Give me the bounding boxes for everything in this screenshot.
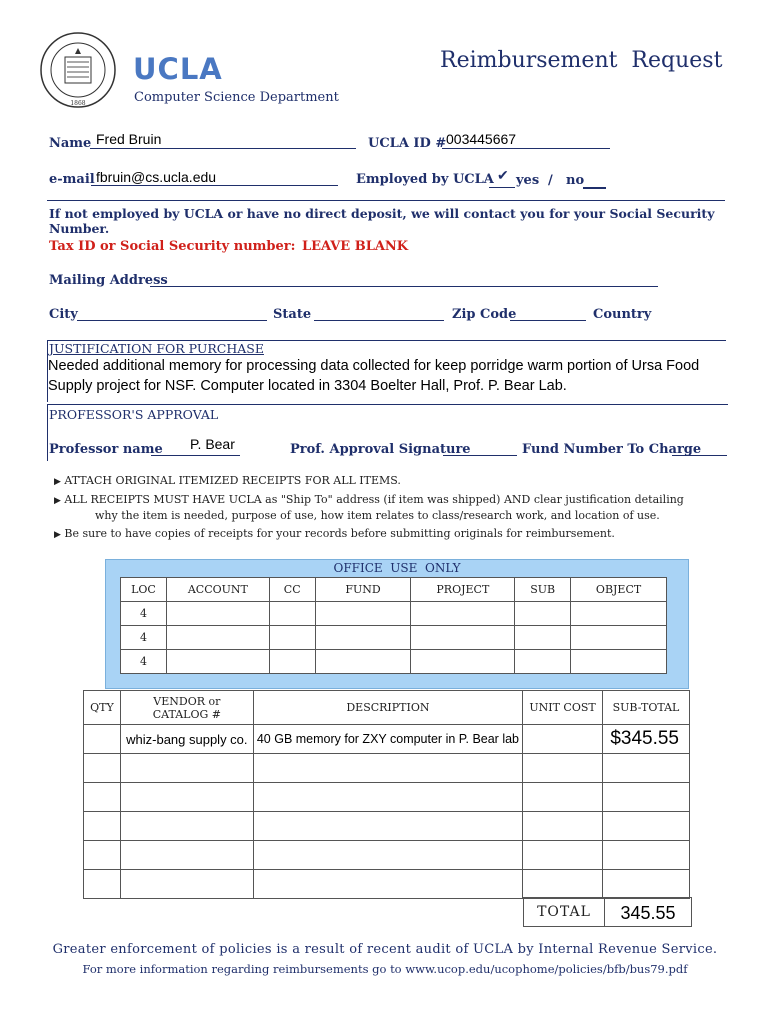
professor-name-field[interactable] (151, 455, 240, 456)
bullet-icon: ▶ (54, 530, 61, 540)
description-cell[interactable] (253, 812, 522, 841)
col-sub: SUB (515, 578, 571, 602)
unit-cost-cell[interactable] (523, 754, 603, 783)
col-vendor-line2: CATALOG # (152, 707, 221, 721)
table-row (84, 783, 690, 812)
col-object: OBJECT (571, 578, 667, 602)
instruction-text: ALL RECEIPTS MUST HAVE UCLA as "Ship To" address (if item was shipped) AND clear justification detailing (64, 493, 684, 506)
ucla-logo: UCLA (133, 52, 223, 86)
col-project: PROJECT (411, 578, 515, 602)
office-cell[interactable] (411, 602, 515, 626)
university-seal (34, 30, 122, 110)
ucla-id-value: 003445667 (446, 131, 517, 147)
description-cell[interactable] (253, 783, 522, 812)
qty-cell[interactable] (84, 725, 121, 754)
col-cc: CC (269, 578, 315, 602)
email-label: e-mail (49, 172, 95, 187)
qty-cell[interactable] (84, 754, 121, 783)
subtotal-cell[interactable] (602, 812, 689, 841)
col-loc: LOC (121, 578, 167, 602)
table-row (84, 754, 690, 783)
email-field[interactable] (91, 185, 338, 186)
name-label: Name (49, 136, 92, 151)
description-cell[interactable]: 40 GB memory for ZXY computer in P. Bear lab (253, 725, 522, 754)
name-value: Fred Bruin (96, 131, 162, 147)
office-cell[interactable] (315, 650, 411, 674)
total-label: TOTAL (523, 897, 605, 927)
instruction-3 (54, 527, 615, 540)
employed-label: Employed by UCLA (356, 172, 494, 187)
vendor-cell[interactable] (120, 812, 253, 841)
qty-cell[interactable] (84, 841, 121, 870)
col-qty: QTY (84, 691, 121, 725)
tax-id-label: Tax ID or Social Security number: (49, 239, 296, 254)
city-label: City (49, 307, 78, 322)
office-cell[interactable] (166, 602, 269, 626)
email-value: fbruin@cs.ucla.edu (96, 169, 217, 185)
svg-text:1868: 1868 (70, 100, 86, 107)
approval-signature-field[interactable] (443, 455, 517, 456)
office-cell[interactable]: 4 (121, 626, 167, 650)
mailing-address-label: Mailing Address (49, 273, 168, 288)
employed-no-checkbox[interactable] (583, 187, 606, 189)
office-cell[interactable] (269, 650, 315, 674)
office-cell[interactable] (269, 626, 315, 650)
description-cell[interactable] (253, 870, 522, 899)
qty-cell[interactable] (84, 783, 121, 812)
table-row (84, 841, 690, 870)
col-account: ACCOUNT (166, 578, 269, 602)
subtotal-cell[interactable] (602, 870, 689, 899)
office-cell[interactable] (411, 626, 515, 650)
items-table (83, 690, 690, 899)
zip-field[interactable] (510, 320, 586, 321)
ucla-id-label: UCLA ID # (368, 136, 447, 151)
office-use-table (120, 577, 667, 674)
office-cell[interactable]: 4 (121, 650, 167, 674)
table-row (84, 812, 690, 841)
employed-yes-checkbox[interactable] (489, 187, 515, 188)
tax-id-value: LEAVE BLANK (302, 239, 409, 254)
approval-signature-label: Prof. Approval Signature (290, 442, 471, 457)
vendor-cell[interactable] (120, 754, 253, 783)
vendor-cell[interactable] (120, 841, 253, 870)
state-label: State (273, 307, 312, 322)
yes-label: yes (516, 173, 540, 188)
office-use-title: OFFICE USE ONLY (333, 561, 461, 575)
col-vendor-line1: VENDOR or (153, 694, 221, 708)
professor-name-label: Professor name (49, 442, 163, 457)
slash-separator: / (548, 173, 553, 188)
vendor-cell[interactable] (120, 870, 253, 899)
footer-notice: Greater enforcement of policies is a result of recent audit of UCLA by Internal Revenue Service. (52, 942, 718, 957)
qty-cell[interactable] (84, 812, 121, 841)
office-cell[interactable] (571, 626, 667, 650)
office-cell[interactable] (315, 626, 411, 650)
qty-cell[interactable] (84, 870, 121, 899)
name-field[interactable] (90, 148, 356, 149)
justification-text-2[interactable]: Supply project for NSF. Computer located in 3304 Boelter Hall, Prof. P. Bear Lab. (48, 378, 567, 394)
approval-heading: PROFESSOR'S APPROVAL (49, 407, 219, 422)
justification-heading: JUSTIFICATION FOR PURCHASE (49, 341, 264, 356)
bullet-icon: ▶ (54, 477, 61, 487)
instruction-text: Be sure to have copies of receipts for your records before submitting originals for reimbursement. (64, 527, 615, 540)
col-subtotal: SUB-TOTAL (602, 691, 689, 725)
department-name: Computer Science Department (134, 90, 339, 105)
description-cell[interactable] (253, 841, 522, 870)
instruction-2-cont: why the item is needed, purpose of use, how item relates to class/research work, and location of use. (95, 509, 660, 522)
vendor-cell[interactable] (120, 783, 253, 812)
description-cell[interactable] (253, 754, 522, 783)
city-field[interactable] (77, 320, 267, 321)
footer-link[interactable]: For more information regarding reimbursements go to www.ucop.edu/ucophome/policies/bfb/bus79.pdf (82, 962, 688, 976)
subtotal-cell[interactable]: $345.55 (602, 725, 689, 754)
check-icon: ✔ (497, 168, 509, 184)
ssn-notice: If not employed by UCLA or have no direct deposit, we will contact you for your Social Security Number. (49, 206, 715, 236)
office-cell[interactable]: 4 (121, 602, 167, 626)
bullet-icon: ▶ (54, 496, 61, 506)
office-cell[interactable] (515, 650, 571, 674)
office-cell[interactable] (515, 602, 571, 626)
country-label: Country (593, 307, 652, 322)
zip-label: Zip Code (452, 307, 517, 322)
form-title: Reimbursement Request (440, 48, 723, 73)
subtotal-cell[interactable] (602, 754, 689, 783)
table-row (84, 725, 690, 754)
no-label: no (566, 173, 585, 188)
office-cell[interactable] (269, 602, 315, 626)
fund-number-field[interactable] (672, 455, 727, 456)
table-row (84, 870, 690, 899)
col-vendor (120, 691, 253, 725)
total-value[interactable]: 345.55 (604, 897, 692, 927)
office-cell[interactable] (515, 626, 571, 650)
ucla-id-field[interactable] (442, 148, 610, 149)
unit-cost-cell[interactable] (523, 812, 603, 841)
instruction-2 (54, 493, 684, 506)
justification-text-1[interactable]: Needed additional memory for processing data collected for keep porridge warm portion of Ursa Food (48, 358, 700, 374)
unit-cost-cell[interactable] (523, 783, 603, 812)
office-cell[interactable] (166, 650, 269, 674)
col-unit-cost: UNIT COST (523, 691, 603, 725)
instruction-1 (54, 474, 401, 487)
subtotal-cell[interactable] (602, 783, 689, 812)
vendor-cell[interactable]: whiz-bang supply co. (120, 725, 253, 754)
state-field[interactable] (314, 320, 444, 321)
professor-name-value: P. Bear (190, 436, 235, 452)
col-description: DESCRIPTION (253, 691, 522, 725)
office-cell[interactable] (571, 650, 667, 674)
fund-number-label: Fund Number To Charge (522, 442, 702, 457)
office-cell[interactable] (411, 650, 515, 674)
office-cell[interactable] (571, 602, 667, 626)
office-cell[interactable] (315, 602, 411, 626)
unit-cost-cell[interactable] (523, 725, 603, 754)
unit-cost-cell[interactable] (523, 870, 603, 899)
instruction-text: ATTACH ORIGINAL ITEMIZED RECEIPTS FOR ALL ITEMS. (64, 474, 401, 487)
office-cell[interactable] (166, 626, 269, 650)
unit-cost-cell[interactable] (523, 841, 603, 870)
subtotal-cell[interactable] (602, 841, 689, 870)
mailing-address-field[interactable] (150, 286, 658, 287)
col-fund: FUND (315, 578, 411, 602)
